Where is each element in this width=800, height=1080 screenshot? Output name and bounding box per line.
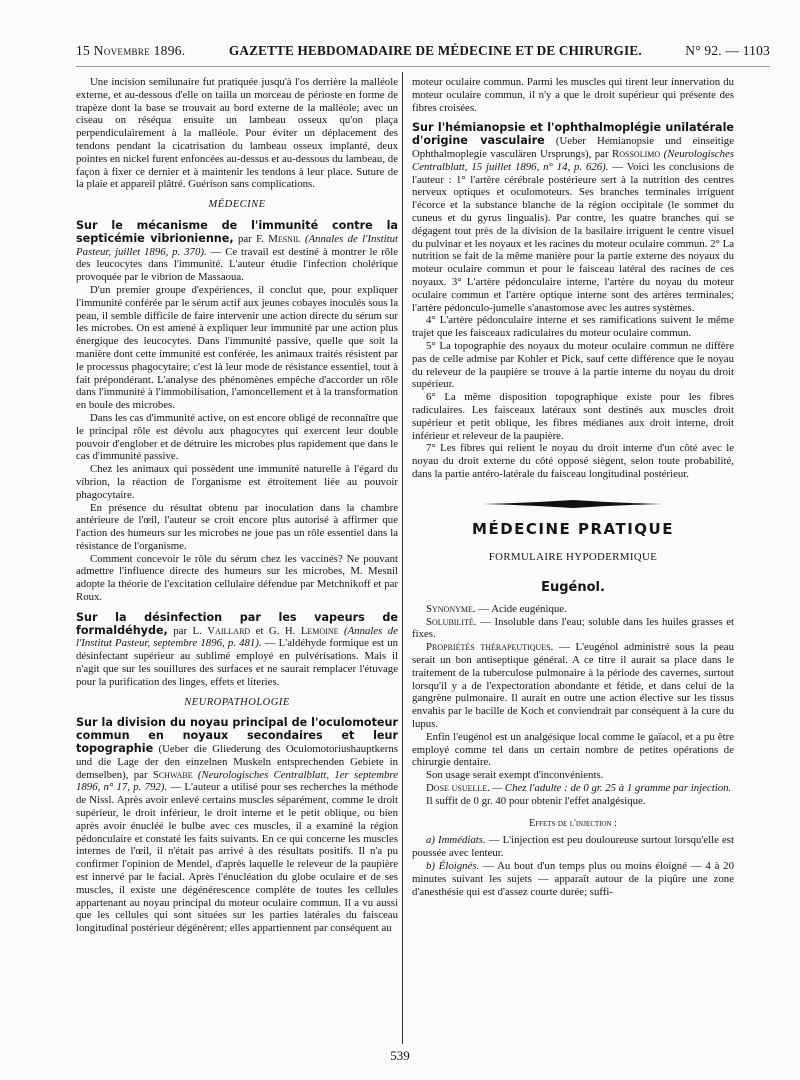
article-immunite (76, 220, 398, 604)
column-divider (402, 72, 403, 1044)
header-journal-title: GAZETTE HEBDOMADAIRE DE MÉDECINE ET DE CHIRURGIE. (228, 43, 642, 58)
author-name: Rossolimo (612, 147, 661, 160)
article-reference: (Neurologisches Centralblatt, 15 juillet 1896, n° 14, p. 626). (412, 147, 734, 173)
article-reference: (Neurologisches Centralblatt, 1er septembre 1896, n° 17, p. 792). (76, 768, 398, 794)
running-header (76, 43, 770, 65)
author-name: Schwabe (152, 768, 193, 781)
right-column (412, 76, 734, 1046)
article-title: Sur le mécanisme de l'immunité contre la septicémie vibrionienne, (76, 218, 398, 245)
paragraph: En présence du résultat obtenu par inoculation dans la chambre antérieure de l'œil, l'auteur se croit encore plus autorisé à affirmer que l'action des humeurs sur les microbes ne joue pas un rôle essentiel dans la résistance de l'organisme. (76, 501, 398, 552)
effet-immediat-entry: a) Immédiats. — L'injection est peu douloureuse surtout lorsqu'elle est poussée avec lenteur. (412, 834, 734, 860)
proprietes-entry: Propriétés thérapeutiques. — L'eugénol administré sous la peau serait un bon antiseptique général. A ce titre il aurait sa place dans le traitement de la tuberculose pulmonaire à la période des cavernes, surtout lorsqu'il y a de l'expectoration abondante et fétide, et dans celui de la gangrène pulmonaire. Il aurait en outre une action élective sur les tissus envahis par le bacille de Koch et conviendrait par conséquent à la cure du lupus. (412, 641, 734, 731)
section-heading-medecine: MÉDECINE (208, 199, 266, 211)
paragraph: D'un premier groupe d'expériences, il conclut que, pour expliquer l'immunité conférée par le sérum actif aux jeunes cobayes inoculés sous la peau, il semble difficile de faire intervenir une action directe du sérum sur les microbes. On est amené à expliquer leur immunité par une action plus énergique des leucocytes. Dans l'immunité passive, quelle que soit la manière dont cette immunité est conférée, les animaux traités résistent par le processus phagocytaire; c'est là leur mode de résistance essentiel, tout à fait prépondérant. L'analyse des phénomènes empêche d'accorder un rôle dans l'immunité à l'immobilisation, l'amoncellement et à la transformation en boule des microbes. (76, 283, 398, 412)
article-title: Sur la division du noyau principal de l'oculomoteur commun en noyaux secondaires et leur topographie (76, 716, 398, 756)
paragraph: Enfin l'eugénol est un analgésique local comme le gaïacol, et a pu être employé comme tel dans un certain nombre de petites opérations de chirurgie dentaire. (412, 730, 734, 769)
header-issue-page: N° 92. — 1103 (685, 43, 770, 58)
effet-eloigne-entry: b) Éloignés. — Au bout d'un temps plus ou moins éloigné — 4 à 20 minutes suivant les sujets — apparaît autour de la piqûre une zone d'anesthésie qui est d'assez courte durée; suffi- (412, 860, 734, 898)
synonyme-entry: Synonyme. — Acide eugénique. (426, 602, 567, 615)
drug-heading: Eugénol. (541, 580, 605, 596)
author-name: Mesnil (268, 232, 301, 245)
effets-heading: Effets de l'injection : (529, 817, 617, 829)
paragraph: 5° La topographie des noyaux du moteur oculaire commun ne diffère pas de celle admise par Kohler et Pick, sauf cette différence que le noyau du releveur de la paupière se trouve à la partie interne du noyau du droit supérieur. (412, 339, 734, 391)
section-title-medecine-pratique: MÉDECINE PRATIQUE (472, 519, 674, 538)
article-reference: (Annales de l'Institut Pasteur, septembre 1896, p. 481). (76, 624, 398, 650)
paragraph: 4° L'artère pédonculaire interne et ses ramifications suivent le même trajet que les faisceaux radiculaires du moteur oculaire commun. (412, 314, 734, 340)
section-heading-neuropathologie: NEUROPATHOLOGIE (184, 696, 290, 708)
page-number: 539 (390, 1048, 410, 1063)
article-lead: Sur le mécanisme de l'immunité contre la septicémie vibrionienne, par F. Mesnil (Annales de l'Institut Pasteur, juillet 1896, p. 370). — Ce travail est destiné à montrer le rôle des leucocytes dans l'immunité. L'auteur étudie l'infection cholérique provoquée par le vibrion de Massaoua. (76, 218, 398, 284)
article-lead: Sur la désinfection par les vapeurs de formaldéhyde, par L. Vaillard et G. H. Lemoine (Annales de l'Institut Pasteur, septembre 1896, p. 481). — L'aldéhyde formique est un désinfectant supérieur au sublimé employé en pulvérisations. Mais il n'agit que sur les souillures des surfaces et ne saurait remplacer l'étuvage pour la purification des linges, effets et literies. (76, 610, 398, 688)
article-desinfection (76, 612, 398, 689)
article-reference: (Annales de l'Institut Pasteur, juillet 1896, p. 370). (76, 232, 398, 258)
paragraph: Une incision semilunaire fut pratiquée jusqu'à l'os derrière la malléole externe, et au-dessous d'elle on tailla un morceau de périoste en forme de trapèze dont la base se trouvait au bord externe de la malléole; avec un ciseau on réséqua ensuite un lambeau osseux qu'on plaça perpendiculairement à la malléole. Pour éviter un déplacement des tendons pendant la cicatrisation du lambeau osseux implanté, deux pointes en nickel furent enfoncées au-dessus et au-dessous du lambeau, de façon à fixer ce dernier et à maintenir les tendons à leur place. Suture de la plaie et appareil plâtré. Guérison sans complications. (76, 76, 398, 191)
paragraph: Il suffit de 0 gr. 40 pour obtenir l'effet analgésique. (426, 794, 646, 807)
paragraph: Comment concevoir le rôle du sérum chez les vaccinés? Ne pouvant admettre l'influence directe des humeurs sur les microbes, M. Mesnil adopte la théorie de l'excitation cellulaire défendue par Metchnikoff et par Roux. (76, 552, 398, 604)
ornament-rule-icon (483, 499, 663, 509)
solubilite-entry: Solubilité. — Insoluble dans l'eau; soluble dans les huiles grasses et fixes. (412, 615, 734, 641)
author-name: Lemoine (300, 624, 339, 637)
paragraph: Son usage serait exempt d'inconvénients. (426, 769, 604, 782)
left-column (76, 76, 398, 1046)
dose-entry: Dose usuelle. — Chez l'adulte : de 0 gr. 25 à 1 gramme par injection. (426, 782, 732, 795)
paragraph: Dans les cas d'immunité active, on est encore obligé de reconnaître que le principal rôle est dévolu aux phagocytes qui exercent leur double pouvoir d'englober et de détruire les microbes plus rapidement que dans le cas d'immunité passive. (76, 411, 398, 463)
paragraph: 6° La même disposition topographique existe pour les fibres radiculaires. Les faisceaux latéraux sont destinés aux muscles droit supérieur et petit oblique, les fibres médianes aux droit interne, droit inférieur et releveur de la paupière. (412, 391, 734, 442)
paragraph-continued: moteur oculaire commun. Parmi les muscles qui tirent leur innervation du moteur oculaire commun, il n'y a que le droit supérieur qui présente des fibres croisées. (412, 76, 734, 114)
paragraph: 7° Les fibres qui relient le noyau du droit interne d'un côté avec le noyau du droit externe du côté opposé siègent, selon toute probabilité, dans la partie antéro-latérale du faisceau longitudinal postérieur. (412, 442, 734, 480)
paragraph: Chez les animaux qui possèdent une immunité naturelle à l'égard du vibrion, la réaction de l'organisme est étroitement liée au pouvoir phagocytaire. (76, 463, 398, 501)
article-title: Sur l'hémianopsie et l'ophthalmoplégie unilatérale d'origine vasculaire (412, 121, 734, 148)
article-lead: Sur l'hémianopsie et l'ophthalmoplégie unilatérale d'origine vasculaire (Ueber Hemianopsie und einseitige Ophthalmoplegie vasculären Ursprungs), par Rossolimo (Neurologisches Centralblatt, 15 juillet 1896, n° 14, p. 626). — Voici les conclusions de l'auteur : 1° l'artère cérébrale postérieure sert à la nutrition des centres nerveux optiques et oculomoteurs. Ses branches terminales irriguent l'écorce et la substance blanche de la région occipitale (le sommet du cuneus et du gyrus lingualis). Par contre, les quatre branches qui se dégagent tout près de la division de la basilaire irriguent le centre visuel du pulvinar et les noyaux et les racines du moteur oculaire commun. 2° La nutrition se fait de la même manière pour la partie externe des noyaux du moteur oculaire commun et pour le faisceau latéral des racines de ces noyaux. 3° L'artère pédonculaire interne, l'artère du noyau du moteur oculaire commun et l'artère optique interne sont des artères terminales; l'artère pédonculo-jumelle s'anastomose avec les autres systèmes. (412, 121, 734, 314)
section-subtitle: FORMULAIRE HYPODERMIQUE (488, 551, 658, 564)
header-rule (76, 66, 770, 67)
article-title: Sur la désinfection par les vapeurs de formaldéhyde, (76, 610, 398, 637)
author-name: Vaillard (207, 624, 251, 637)
article-lead: Sur la division du noyau principal de l'oculomoteur commun en noyaux secondaires et leur topographie (Ueber die Gliederung des Oculomotoriushauptkerns und die Lage der den einzelnen Muskeln entsprechenden Gebiete in demselben), par Schwabe (Neurologisches Centralblatt, 1er septembre 1896, n° 17, p. 792). — L'auteur a utilisé pour ses recherches la méthode de Nissl. Après avoir enlevé certains muscles séparément, comme le droit supérieur, le droit inférieur, le droit interne et le petit oblique, ou bien après avoir énucléé le bulbe avec ces muscles, il a examiné la région pédonculaire et constaté les faits suivants. En ce qui concerne les muscles internes de l'œil, il n'était pas arrivé à des résultats positifs. Il n'a pu confirmer l'opinion de Mendel, d'après laquelle le releveur de la paupière est innervé par le facial. Après l'énucléation du globe oculaire et de ses muscles, il existe une dégénérescence complète de toutes les cellules appartenant au noyau principal du moteur oculaire commun. Il a vu aussi que les cellules qui sont situées sur les parties latérales du faisceau longitudinal postérieur dégénèrent; elles appartiennent par conséquent au (76, 716, 398, 935)
header-date: 15 Novembre 1896. (76, 43, 186, 58)
article-hemianopsie (412, 122, 734, 480)
article-oculomoteur (76, 717, 398, 935)
ornamental-divider (412, 499, 734, 513)
